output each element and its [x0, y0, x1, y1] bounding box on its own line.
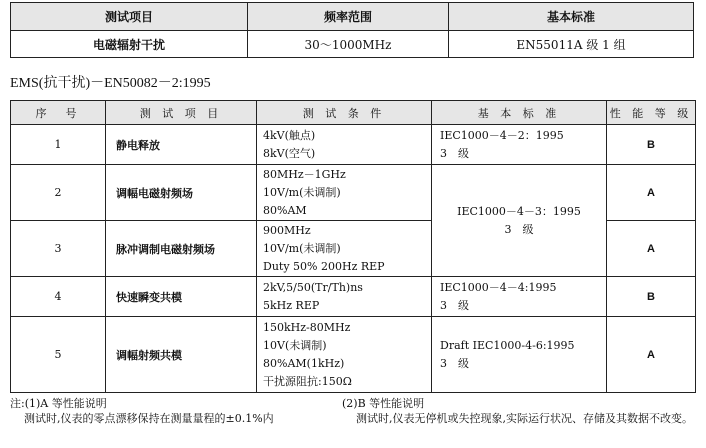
emission-item: 电磁辐射干扰 — [11, 31, 248, 58]
standard-line: IEC1000－4－4:1995 — [440, 280, 557, 294]
standard-line: IEC1000－4－3：1995 — [457, 204, 581, 218]
condition-line: 10V/m(未调制) — [263, 185, 341, 199]
row-item: 调幅射频共模 — [106, 317, 257, 393]
row-conditions — [257, 277, 432, 317]
standard-line: 3 级 — [440, 146, 469, 160]
emission-header-standard: 基本标准 — [449, 3, 694, 31]
row-standard-shared — [432, 165, 607, 277]
immunity-table — [10, 100, 696, 393]
emission-header-row — [11, 3, 694, 31]
row-conditions — [257, 165, 432, 221]
row-no: 1 — [11, 125, 106, 165]
row-no: 3 — [11, 221, 106, 277]
emission-range: 30～1000MHz — [248, 31, 449, 58]
row-no: 5 — [11, 317, 106, 393]
standard-line: 3 级 — [440, 298, 469, 312]
row-performance: A — [607, 317, 696, 393]
table-row — [11, 277, 696, 317]
row-item: 快速瞬变共模 — [106, 277, 257, 317]
row-performance: B — [607, 277, 696, 317]
note-a-text: 测试时,仪表的零点漂移保持在测量量程的±0.1%内 — [24, 412, 274, 425]
table-row — [11, 317, 696, 393]
header-item: 测 试 项 目 — [106, 101, 257, 125]
row-conditions — [257, 221, 432, 277]
condition-line: 900MHz — [263, 223, 311, 237]
row-item: 脉冲调制电磁射频场 — [106, 221, 257, 277]
row-no: 4 — [11, 277, 106, 317]
row-item: 静电释放 — [106, 125, 257, 165]
condition-line: Duty 50% 200Hz REP — [263, 259, 385, 273]
emission-row — [11, 31, 694, 58]
ems-section-title: EMS(抗干扰)－EN50082－2:1995 — [10, 76, 211, 91]
emission-standard: EN55011A 级 1 组 — [449, 31, 694, 58]
note-b-title: (2)B 等性能说明 — [342, 397, 425, 410]
note-prefix: 注: — [10, 397, 25, 410]
row-performance: B — [607, 125, 696, 165]
emission-header-item: 测试项目 — [11, 3, 248, 31]
row-standard — [432, 125, 607, 165]
condition-line: 80MHz－1GHz — [263, 167, 346, 181]
standard-line: 3 级 — [440, 356, 469, 370]
row-no: 2 — [11, 165, 106, 221]
condition-line: 干扰源阻抗:150Ω — [263, 374, 352, 388]
note-a — [10, 396, 330, 426]
table-row — [11, 165, 696, 221]
condition-line: 80%AM(1kHz) — [263, 356, 345, 370]
condition-line: 8kV(空气) — [263, 146, 316, 160]
row-standard — [432, 277, 607, 317]
immunity-header-row — [11, 101, 696, 125]
condition-line: 150kHz-80MHz — [263, 320, 351, 334]
row-conditions — [257, 317, 432, 393]
note-b — [342, 396, 702, 426]
row-conditions — [257, 125, 432, 165]
emission-table — [10, 2, 694, 58]
emission-header-range: 频率范围 — [248, 3, 449, 31]
condition-line: 80%AM — [263, 203, 307, 217]
row-performance: A — [607, 165, 696, 221]
condition-line: 2kV,5/50(Tr/Th)ns — [263, 280, 363, 294]
row-item: 调幅电磁射频场 — [106, 165, 257, 221]
condition-line: 4kV(触点) — [263, 128, 316, 142]
table-row — [11, 125, 696, 165]
header-conditions: 测 试 条 件 — [257, 101, 432, 125]
header-no: 序 号 — [11, 101, 106, 125]
condition-line: 10V(未调制) — [263, 338, 327, 352]
header-performance: 性 能 等 级 — [607, 101, 696, 125]
header-standard: 基 本 标 准 — [432, 101, 607, 125]
standard-line: Draft IEC1000-4-6:1995 — [440, 338, 575, 352]
note-b-text: 测试时,仪表无停机或失控现象,实际运行状况、存储及其数据不改变。 — [356, 412, 693, 425]
row-standard — [432, 317, 607, 393]
condition-line: 10V/m(未调制) — [263, 241, 341, 255]
row-performance: A — [607, 221, 696, 277]
condition-line: 5kHz REP — [263, 298, 320, 312]
note-a-title: (1)A 等性能说明 — [24, 397, 107, 410]
standard-line: IEC1000－4－2：1995 — [440, 128, 564, 142]
standard-line: 3 级 — [504, 222, 534, 236]
